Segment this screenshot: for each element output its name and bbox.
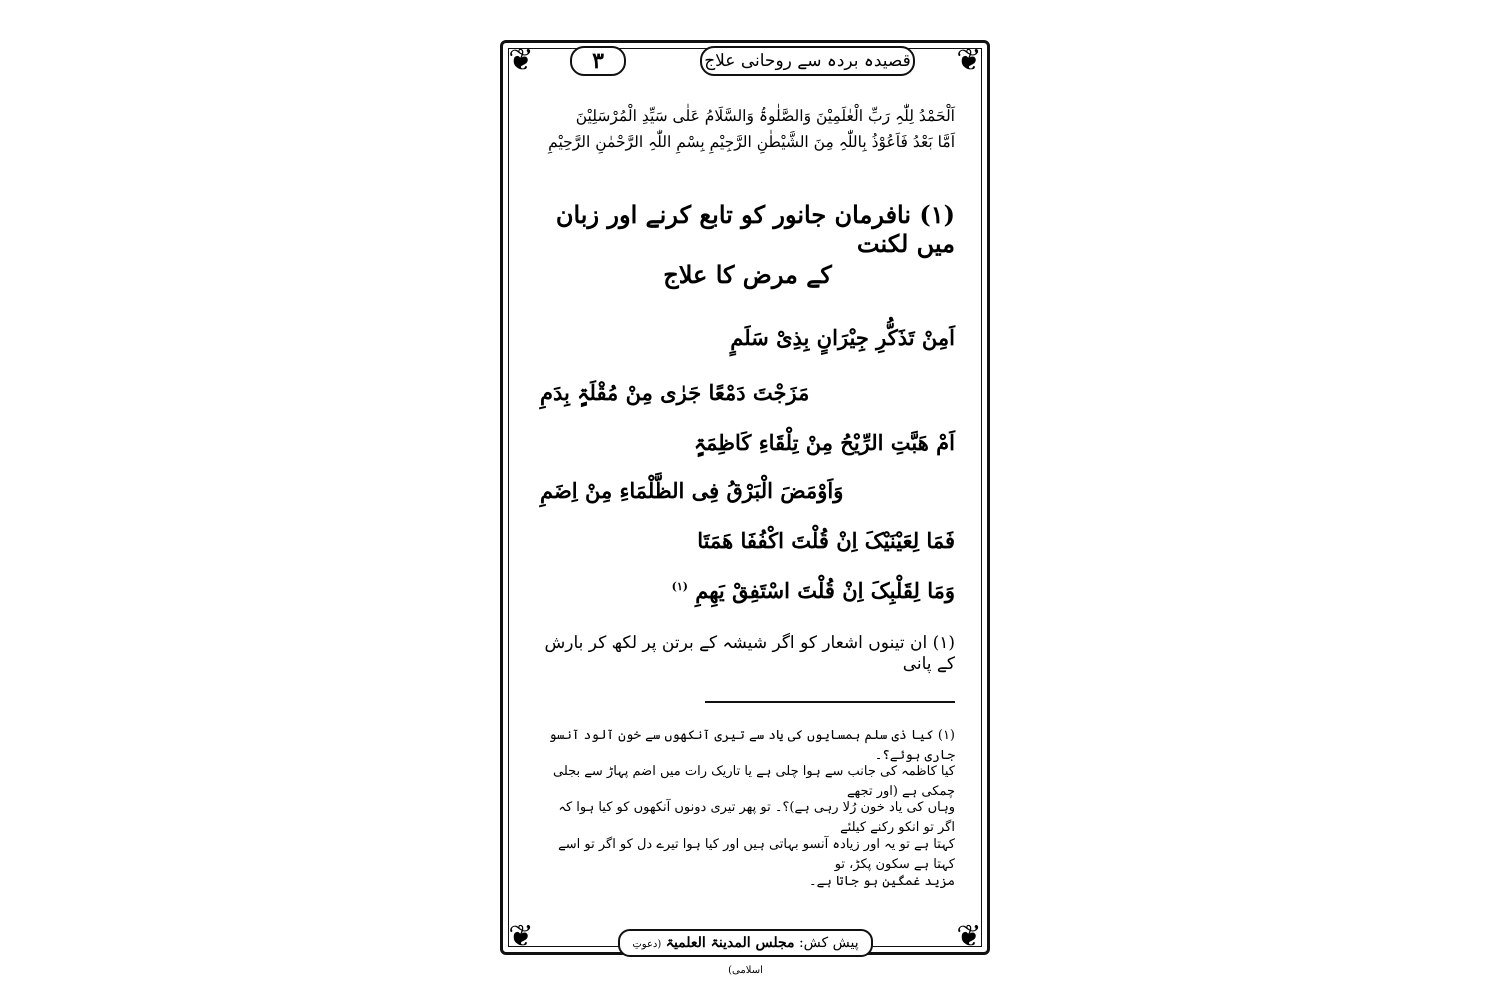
verse-line xyxy=(540,578,955,603)
publisher-footer xyxy=(618,929,873,976)
verse-text: وَمَا لِقَلْبِکَ اِنْ قُلْتَ اسْتَفِقْ یَھِمِ xyxy=(695,578,955,603)
footer-suffix: (دعوتِ اسلامی) xyxy=(632,939,763,976)
footnote-line: (۱) کیا ذی سلم ہمسایوں کی یاد سے تیری آنکھوں سے خون آلود آنسو جاری ہوئے؟۔ xyxy=(548,728,955,763)
footnote-line: کہتا ہے تو یہ اور زیادہ آنسو بہاتی ہیں اور کیا ہوا تیرے دل کو اگر تو اسے کہتا ہے سکون پکڑ، تو xyxy=(558,837,955,872)
opening-invocation-line-1: اَلْحَمْدُ لِلّٰہِ رَبِّ الْعٰلَمِیْنَ وَالصَّلٰوۃُ وَالسَّلَامُ عَلٰی سَیِّدِ الْمُرْسَلِیْنَ xyxy=(575,107,955,125)
corner-ornament-icon: ❦ xyxy=(508,43,534,78)
verse-line: فَمَا لِعَیْنَیْکَ اِنْ قُلْتَ اکْفُفَا ھَمَتَا xyxy=(697,528,955,553)
footnote-marker: (۱) xyxy=(671,580,688,593)
verse-line: اَمْ ھَبَّتِ الرِّیْحُ مِنْ تِلْقَاءِ کَاظِمَۃٍ xyxy=(693,430,955,455)
corner-ornament-icon: ❦ xyxy=(956,919,982,954)
opening-invocation-line-2: اَمَّا بَعْدُ فَاَعُوْذُ بِاللّٰہِ مِنَ الشَّیْطٰنِ الرَّجِیْمِ بِسْمِ اللّٰہِ الرَّحْمٰنِ الرَّحِیْمِ xyxy=(548,133,955,151)
page-number: ۳ xyxy=(570,46,626,76)
verse-line: مَزَجْتَ دَمْعًا جَرٰی مِنْ مُقْلَۃٍ بِدَمِ xyxy=(540,380,810,405)
running-header-title: قصیدہ بردہ سے روحانی علاج xyxy=(700,46,915,76)
footnote-line: وہاں کی یاد خون رُلا رہی ہے)؟۔ تو پھر تیری دونوں آنکھوں کو کیا ہوا کہ اگر تو انکو رکنے کیلئے xyxy=(558,800,955,835)
verse-line: اَمِنْ تَذَکُّرِ جِیْرَانٍ بِذِیْ سَلَمٍ xyxy=(730,325,955,350)
corner-ornament-icon: ❦ xyxy=(508,919,534,954)
book-page xyxy=(500,40,990,976)
usage-note: (۱) ان تینوں اشعار کو اگر شیشہ کے برتن پر لکھ کر بارش کے پانی xyxy=(544,633,955,674)
footnote-line: کیا کاظمہ کی جانب سے ہوا چلی ہے یا تاریک رات میں اضم پہاڑ سے بجلی چمکی ہے (اور تجھے xyxy=(553,764,955,799)
footnote-line: مزید غمگین ہو جاتا ہے۔ xyxy=(808,874,955,889)
section-heading-line-2: کے مرض کا علاج xyxy=(663,260,832,289)
footer-prefix: پیش کش: xyxy=(798,935,859,951)
corner-ornament-icon: ❦ xyxy=(956,43,982,78)
footer-organization: مجلس المدینۃ العلمیۃ xyxy=(665,935,795,951)
verse-line: وَاَوْمَضَ الْبَرْقُ فِی الظَّلْمَاءِ مِنْ اِضَمِ xyxy=(540,478,844,503)
section-heading-line-1: (۱) نافرمان جانور کو تابع کرنے اور زبان میں لکنت xyxy=(555,200,955,258)
footnote-divider xyxy=(705,701,955,703)
